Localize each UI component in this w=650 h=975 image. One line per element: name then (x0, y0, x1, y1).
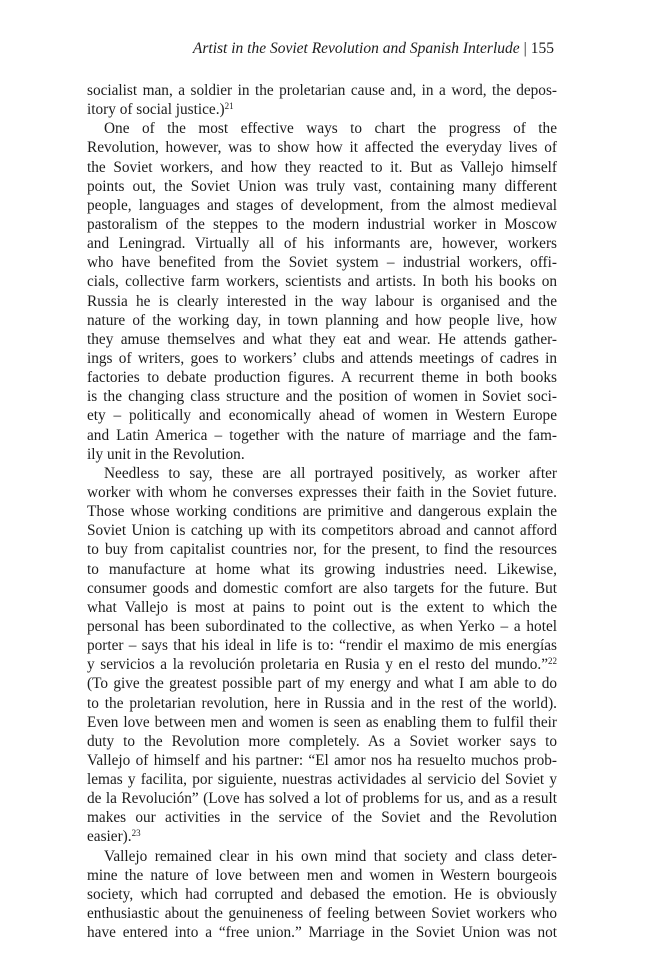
text-line (87, 177, 557, 196)
text-line (87, 483, 557, 502)
text-line (87, 138, 557, 157)
text-line (87, 426, 557, 445)
text-line-content: they amuse themselves and what they eat and wear. He attends gather- (87, 330, 557, 348)
footnote-reference: 22 (548, 656, 557, 667)
text-line-content: and Leningrad. Virtually all of his informants are, however, workers (87, 235, 557, 253)
text-line-content: One of the most effective ways to chart the progress of the (104, 120, 557, 138)
text-line (87, 866, 557, 885)
footnote-reference: 23 (131, 828, 141, 839)
running-head-separator: | (523, 40, 527, 57)
text-line (87, 464, 557, 483)
text-line-content: porter – says that his ideal in life is to: “rendir el maximo de mis energías (87, 637, 557, 655)
text-line-content: easier). (87, 828, 132, 846)
text-line-content: what Vallejo is most at pains to point out is the extent to which the (87, 598, 557, 616)
text-line-content: Even love between men and women is seen as enabling them to fulfil their (87, 713, 557, 731)
text-line-content: points out, the Soviet Union was truly vast, containing many different (87, 177, 557, 195)
text-line (87, 196, 557, 215)
text-line (87, 387, 557, 406)
text-line-content: y servicios a la revolución proletaria en Rusia y en el resto del mundo.” (87, 656, 548, 674)
text-line (87, 445, 557, 464)
text-line-content: and Latin America – together with the nature of marriage and the fam- (87, 426, 557, 444)
footnote-reference: 21 (224, 101, 234, 112)
text-line-content: Needless to say, these are all portrayed positively, as worker after (104, 464, 557, 482)
text-line (87, 502, 557, 521)
text-line-content: people, languages and stages of development, from the almost medieval (87, 196, 557, 214)
text-line (87, 100, 557, 119)
body-text (87, 81, 557, 942)
text-line-content: to the proletarian revolution, here in Russia and in the rest of the world). (87, 694, 557, 712)
text-line (87, 847, 557, 866)
text-line-content: personal has been subordinated to the collective, as when Yerko – a hotel (87, 617, 557, 635)
text-line-content: Vallejo remained clear in his own mind that society and class deter- (104, 847, 557, 865)
text-line-content: is the changing class structure and the position of women in Soviet soci- (87, 388, 557, 406)
text-line-content: de la Revolución” (Love has solved a lot of problems for us, and as a result (87, 790, 557, 808)
text-line-content: cials, collective farm workers, scientists and artists. In both his books on (87, 273, 557, 291)
text-line-content: to manufacture at home what its growing industries need. Likewise, (87, 560, 557, 578)
text-line-content: consumer goods and domestic comfort are also targets for the future. But (87, 579, 557, 597)
text-line-content: makes our activities in the service of the Soviet and the Revolution (87, 809, 557, 827)
text-line-content: have entered into a “free union.” Marriage in the Soviet Union was not (87, 924, 557, 942)
text-line-content: Those whose working conditions are primitive and dangerous explain the (87, 503, 557, 521)
text-line (87, 272, 557, 291)
text-line-content: ings of writers, goes to workers’ clubs and attends meetings of cadres in (87, 349, 557, 367)
text-line (87, 349, 557, 368)
text-line (87, 904, 557, 923)
text-line-content: the Soviet workers, and how they reacted to it. But as Vallejo himself (87, 158, 557, 176)
text-line-content: ety – politically and economically ahead of women in Western Europe (87, 407, 557, 425)
text-line-content: socialist man, a soldier in the proletarian cause and, in a word, the depos- (87, 82, 557, 99)
text-line (87, 713, 557, 732)
running-head (193, 40, 554, 58)
text-line-content: who have benefited from the Soviet system – industrial workers, offi- (87, 254, 557, 272)
text-line-content: ily unit in the Revolution. (87, 445, 245, 463)
page-number: 155 (530, 40, 554, 57)
text-line-content: Revolution, however, was to show how it affected the everyday lives of (87, 139, 557, 157)
text-line (87, 368, 557, 387)
text-line-content: worker with whom he converses expresses their faith in the Soviet future. (87, 483, 557, 501)
text-line (87, 636, 557, 655)
text-line-content: itory of social justice.) (87, 101, 225, 119)
text-line (87, 292, 557, 311)
text-line-content: Soviet Union is catching up with its competitors abroad and cannot afford (87, 522, 557, 540)
text-line-content: Russia he is clearly interested in the way labour is organised and the (87, 292, 557, 310)
text-line (87, 655, 557, 674)
text-line (87, 330, 557, 349)
text-line-content: to buy from capitalist countries nor, for the present, to find the resources (87, 541, 557, 559)
text-line (87, 751, 557, 770)
text-line-content: enthusiastic about the genuineness of feeling between Soviet workers who (87, 905, 557, 923)
text-line (87, 119, 557, 138)
text-line-content: factories to debate production figures. A recurrent theme in both books (87, 369, 557, 387)
text-line-content: mine the nature of love between men and women in Western bourgeois (87, 866, 557, 884)
text-line (87, 215, 557, 234)
text-line (87, 406, 557, 425)
text-line-content: society, which had corrupted and debased the emotion. He is obviously (87, 885, 557, 903)
text-line-content: Vallejo of himself and his partner: “El amor nos ha resuelto muchos prob- (87, 751, 557, 769)
text-line (87, 81, 557, 100)
running-head-title: Artist in the Soviet Revolution and Spanish Interlude (192, 40, 520, 57)
text-line (87, 808, 557, 827)
text-line (87, 674, 557, 693)
text-line-content: lemas y facilita, por siguiente, nuestras actividades al servicio del Soviet y (87, 771, 557, 789)
text-line (87, 732, 557, 751)
text-line (87, 694, 557, 713)
text-line-content: nature of the working day, in town planning and how people live, how (87, 311, 557, 329)
text-line (87, 617, 557, 636)
text-line (87, 789, 557, 808)
text-line (87, 770, 557, 789)
text-line (87, 158, 557, 177)
text-line (87, 885, 557, 904)
text-line (87, 923, 557, 942)
text-line (87, 560, 557, 579)
text-line (87, 827, 557, 846)
text-line (87, 253, 557, 272)
text-line (87, 598, 557, 617)
text-line-content: duty to the Revolution more completely. As a Soviet worker says to (87, 732, 557, 750)
text-line-content: pastoralism of the steppes to the modern industrial worker in Moscow (87, 215, 557, 233)
text-line (87, 311, 557, 330)
text-line (87, 579, 557, 598)
text-line (87, 521, 557, 540)
text-line (87, 234, 557, 253)
text-line-content: (To give the greatest possible part of my energy and what I am able to do (87, 675, 557, 693)
text-line (87, 540, 557, 559)
